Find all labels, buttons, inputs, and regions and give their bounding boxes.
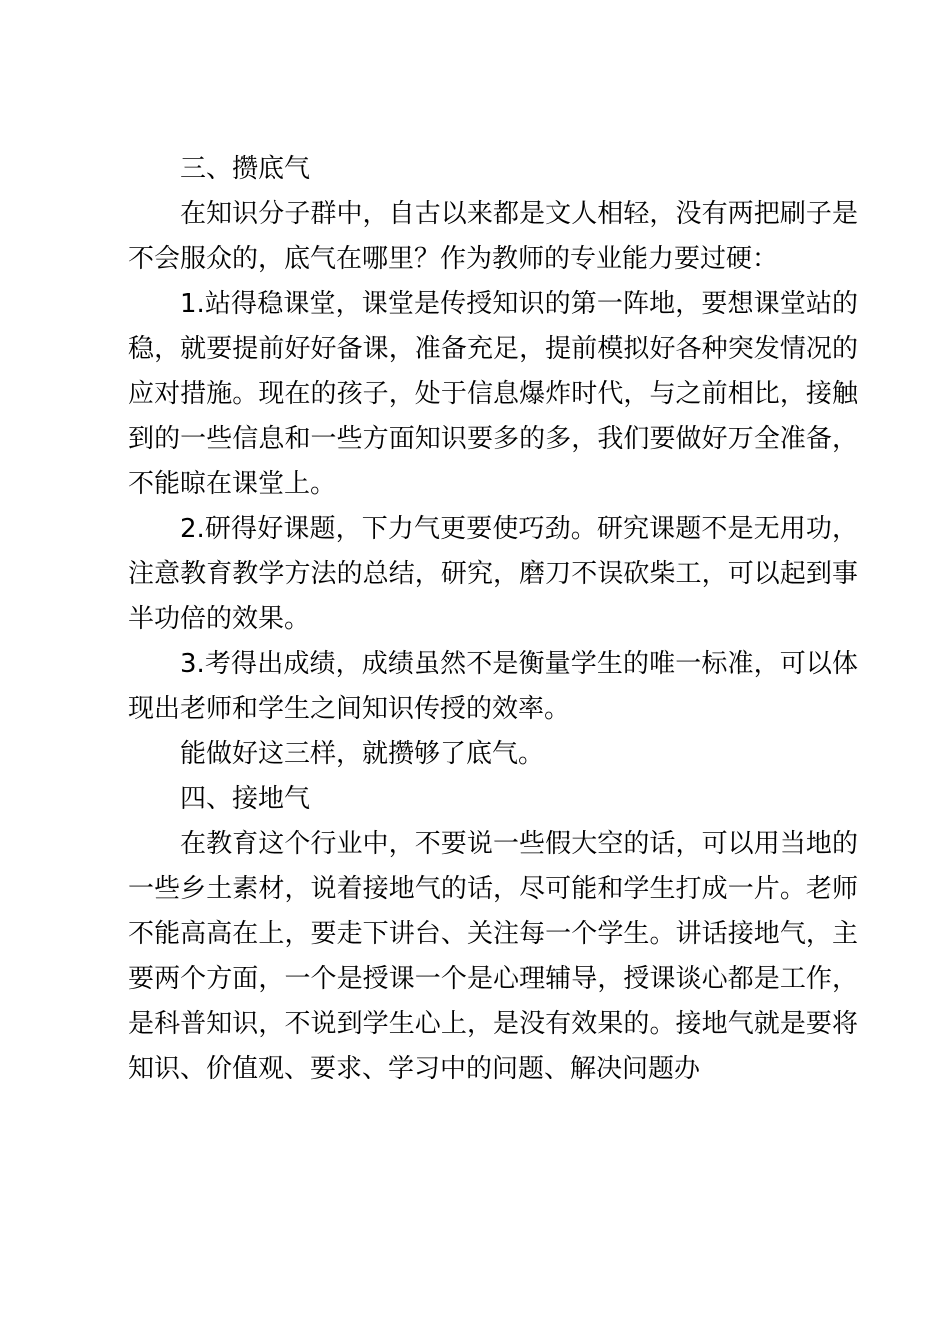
document-body: [128, 147, 858, 1092]
paragraph-summary-confidence: 能做好这三样，就攒够了底气。: [180, 739, 545, 769]
section-heading-four: 四、接地气: [180, 784, 311, 814]
paragraph-intro-confidence: 在知识分子群中，自古以来都是文人相轻，没有两把刷子是不会服众的，底气在哪里？作为教师的专业能力要过硬：: [128, 199, 858, 274]
paragraph-point-1-classroom: 1.站得稳课堂，课堂是传授知识的第一阵地，要想课堂站的稳，就要提前好好备课，准备充足，提前模拟好各种突发情况的应对措施。现在的孩子，处于信息爆炸时代，与之前相比，接触到的一些信息和一些方面知识要多的多，我们要做好万全准备，不能晾在课堂上。: [128, 289, 858, 499]
paragraph-point-2-research: 2.研得好课题，下力气更要使巧劲。研究课题不是无用功，注意教育教学方法的总结，研究，磨刀不误砍柴工，可以起到事半功倍的效果。: [128, 514, 858, 634]
paragraph-down-to-earth: 在教育这个行业中，不要说一些假大空的话，可以用当地的一些乡土素材，说着接地气的话，尽可能和学生打成一片。老师不能高高在上，要走下讲台、关注每一个学生。讲话接地气，主要两个方面，一个是授课一个是心理辅导，授课谈心都是工作，是科普知识，不说到学生心上，是没有效果的。接地气就是要将知识、价值观、要求、学习中的问题、解决问题办: [128, 829, 858, 1084]
section-heading-three: 三、攒底气: [180, 154, 311, 184]
paragraph-point-3-results: 3.考得出成绩，成绩虽然不是衡量学生的唯一标准，可以体现出老师和学生之间知识传授的效率。: [128, 649, 858, 724]
